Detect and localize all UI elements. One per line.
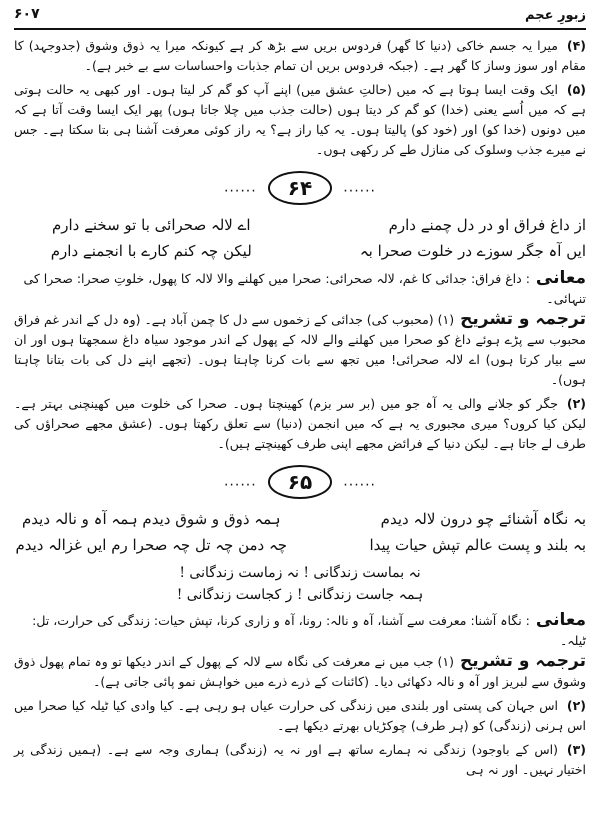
section-65-heading (14, 462, 586, 500)
verse-line (14, 506, 586, 532)
verse-right: ایں آہ جگر سوزے در خلوت صحرا بہ (359, 242, 586, 260)
verse-line (14, 532, 586, 558)
translation-paragraph-1 (14, 651, 586, 692)
verse-left: چہ دمن چہ تل چہ صحرا رم ایں غزالہ دیدم (15, 536, 288, 554)
heading-dots-right: ...... (343, 179, 376, 196)
verse-line (14, 238, 586, 264)
verse-left: لیکن چہ کنم کارے با انجمنے دارم (50, 242, 252, 260)
translation-paragraph-3 (14, 740, 586, 780)
paragraph-text: (اس کے باوجود) زندگی نہ ہمارے ساتھ ہے اور نہ یہ (زندگی) ہماری وجہ سے ہے۔ (ہمیں زندگی پر اختیار نہیں۔ اور نہ ہی (14, 742, 586, 777)
section-64-heading (14, 168, 586, 206)
section-64-meanings (14, 268, 586, 309)
translation-paragraph-2 (14, 696, 586, 736)
meanings-label: معانی (535, 610, 586, 630)
heading-dots-right: ...... (343, 473, 376, 490)
refrain-line: نہ بماست زندگانی ! نہ زماست زندگانی ! (179, 565, 421, 581)
meanings-text: : داغ فراق: جدائی کا غم، لالہ صحرائی: صحرا میں کھلنے والا لالہ کا پھول، خلوتِ صحرا: صحرا کی تنہائی۔ (23, 271, 586, 306)
verse-line (14, 212, 586, 238)
section-64-translation (14, 309, 586, 454)
paragraph-5 (14, 80, 586, 160)
section-number-badge: ۶۴ (268, 171, 332, 205)
verse-left: اے لالہ صحرائی با تو سخنے دارم (51, 216, 251, 234)
heading-dots-left: ...... (223, 179, 257, 196)
refrain-line: ہمہ جاست زندگانی ! ز کجاست زندگانی ! (176, 587, 424, 603)
paragraph-text: جگر کو جلانے والی یہ آہ جو میں (بر سر بزم) کھینچتا ہوں۔ صحرا کی خلوت میں کھینچنی بہتر ہے۔ لیکن کیا کروں؟ میری مجبوری یہ ہے کہ میں انجمن (دنیا) سے تعلق رکھتا ہوں۔ (عشق مجھے صحراؤں کی طرف لے جاتا ہے۔ لیکن دنیا کے فرائض مجھے اپنی طرف کھینچتے ہیں)۔ (14, 396, 586, 451)
translation-paragraph-2 (14, 394, 586, 454)
paragraph-number: (۳) (566, 742, 586, 757)
section-number-badge: ۶۵ (268, 465, 332, 499)
section-65-verses (14, 506, 586, 558)
paragraph-text: (۱) جب میں نے معرفت کی نگاہ سے لالہ کے پھول کے اندر دیکھا تو وہ تمام پھول ذوق وشوق سے لبریز اور آہ و نالہ دکھائی دیا۔ (کائنات کے ذرے ذرے میں خواہش نمو پائی جاتی ہے)۔ (14, 654, 586, 689)
meanings-label: معانی (535, 268, 586, 288)
paragraph-number: (۵) (566, 82, 586, 97)
translation-label: ترجمہ و تشریح (459, 651, 586, 671)
heading-dots-left: ...... (223, 473, 257, 490)
section-65-translation (14, 651, 586, 780)
paragraph-text: ایک وقت ایسا ہوتا ہے کہ میں (حالتِ عشق میں) اپنے آپ کو گم کر لیتا ہوں۔ اور کبھی یہ حالت ہوتی ہے کہ میں اُسے یعنی (خدا) کو گم کر دیتا ہوں (حالت جذب میں چلا جاتا ہوں) پھر ایک ایسا وقت آتا ہے کہ میں دونوں (خدا کو) اور (خود کو) پالیتا ہوں۔ یہ کیا راز ہے؟ یہ راز کوئی معرفت آشنا ہی بتا سکتا ہے۔ جس نے میرے جذب وسلوک کی منازل طے کر رکھی ہوں۔ (14, 82, 586, 157)
paragraph-number: (۲) (566, 396, 586, 411)
verse-right: بہ نگاہ آشنائے چو درون لالہ دیدم (380, 510, 586, 528)
page-header (14, 6, 586, 30)
top-paragraphs (14, 36, 586, 160)
paragraph-text: (۱) (محبوب کی) جدائی کے زخموں سے دل کا چمن آباد ہے۔ (وہ دل کے اندر غم فراق محبوب سے پڑے ہوئے داغ کو صحرا میں کھلنے والے لالہ کے پھول کے اندر موجود سیاہ داغ سمجھتا ہوں اور ان سے بیار کرتا ہوں) اے لالہ صحرائی! میں تجھ سے بات کرنا چاہتا ہوں۔ (تجھے اپنے دل کی بات بتانا چاہتا ہوں)۔ (14, 312, 586, 387)
paragraph-number: (۲) (566, 698, 586, 713)
translation-label: ترجمہ و تشریح (460, 309, 586, 329)
section-64-verses (14, 212, 586, 264)
page-number: ۶۰۷ (14, 6, 40, 22)
paragraph-text: اس جہان کی پستی اور بلندی میں زندگی کی حرارت عیاں ہو رہی ہے۔ کیا وادی کیا ٹیلہ کیا صحرا میں اس ہرنی (زندگی) کو (ہر طرف) چوکڑیاں بھرتے دیکھا ہے۔ (14, 698, 586, 733)
verse-right: از داغ فراق او در دل چمنے دارم (388, 216, 586, 234)
running-title: زبورِ عجم (525, 8, 586, 23)
paragraph-4 (14, 36, 586, 76)
verse-right: بہ بلند و پست عالم تپش حیات پیدا (369, 536, 586, 554)
section-65-meanings (14, 610, 586, 651)
paragraph-text: میرا یہ جسم خاکی (دنیا کا گھر) فردوس بریں سے بڑھ کر ہے کیونکہ میرا یہ ذوق وشوق (جدوجہد) کا مقام اور سوز وساز کا گھر ہے۔ (جبکہ فردوس بریں ان تمام جذبات واحساسات سے بے خبر ہے)۔ (14, 38, 586, 73)
translation-paragraph-1 (14, 309, 586, 390)
section-65-refrain (14, 562, 586, 606)
verse-left: ہمہ ذوق و شوق دیدم ہمہ آہ و نالہ دیدم (22, 510, 281, 528)
paragraph-number: (۴) (566, 38, 586, 53)
meanings-text: : نگاہ آشنا: معرفت سے آشنا، آہ و نالہ: رونا، آہ و زاری کرنا، تپش حیات: زندگی کی حرارت، تل: ٹیلہ۔ (32, 613, 586, 648)
